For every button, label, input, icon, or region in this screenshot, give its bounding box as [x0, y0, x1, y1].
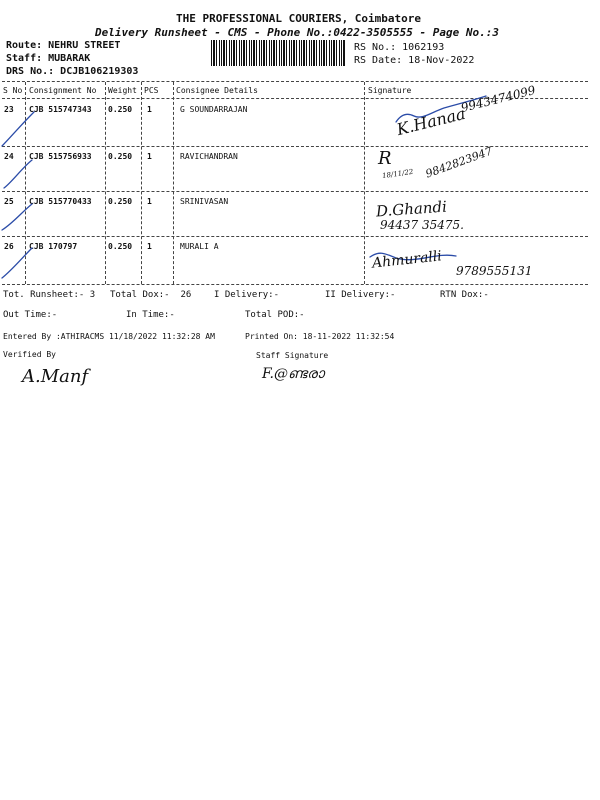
signature-name: K.Hanaa [394, 103, 468, 140]
printed-on: Printed On: 18-11-2022 11:32:54 [245, 332, 395, 341]
out-time: Out Time:- [3, 310, 58, 320]
in-time: In Time:- [126, 310, 175, 320]
row-consignment: CJB 515756933 [29, 152, 92, 161]
staff-signature: F.@ണ്ടരാ [262, 366, 325, 382]
verified-by-label: Verified By [3, 350, 56, 359]
column-divider [105, 82, 106, 284]
row-weight: 0.250 [108, 242, 133, 251]
signature-phone: 9789555131 [456, 264, 533, 278]
drs-number: DRS No.: DCJB106219303 [6, 66, 139, 77]
rs-number: RS No.: 1062193 [354, 42, 445, 53]
row-sno: 26 [4, 242, 14, 251]
signature-phone: 94437 35475. [380, 218, 464, 232]
table-bottom-rule [2, 284, 588, 285]
signature-name: R [378, 148, 392, 169]
row-pcs: 1 [147, 197, 152, 206]
checkmark-icon [4, 160, 32, 188]
checkmark-icon [2, 204, 32, 230]
signature-phone: 9943474099 [459, 82, 537, 116]
total-runsheet: Tot. Runsheet:- 3 [3, 290, 96, 300]
row-consignee: MURALI A [180, 242, 219, 251]
row-sno: 24 [4, 152, 14, 161]
rs-date: RS Date: 18-Nov-2022 [354, 55, 475, 66]
checkmark-icon [2, 248, 32, 278]
row-sno: 23 [4, 105, 14, 114]
col-header-sno: S No [3, 86, 23, 95]
total-dox: Total Dox:- 26 [110, 290, 192, 300]
tick-marks [0, 100, 40, 300]
col-header-signature: Signature [368, 86, 412, 95]
entered-by: Entered By :ATHIRACMS 11/18/2022 11:32:28 AM [3, 332, 215, 341]
row-pcs: 1 [147, 152, 152, 161]
row-weight: 0.250 [108, 197, 133, 206]
row-consignment: CJB 515770433 [29, 197, 92, 206]
checkmark-icon [2, 112, 34, 146]
total-pod: Total POD:- [245, 310, 305, 320]
company-title: THE PROFESSIONAL COURIERS, Coimbatore [176, 12, 422, 25]
row-consignment: CJB 515747343 [29, 105, 92, 114]
staff-signature-label: Staff Signature [256, 351, 329, 360]
signature-name: D.Ghandi [375, 197, 448, 221]
first-delivery: I Delivery:- [214, 290, 280, 300]
row-weight: 0.250 [108, 105, 133, 114]
runsheet-subtitle: Delivery Runsheet - CMS - Phone No.:0422-3505555 - Page No.:3 [95, 26, 499, 39]
signature-name: Ahmuralli [371, 248, 443, 272]
row-sno: 25 [4, 197, 14, 206]
verifier-signature: A.Manf [22, 366, 89, 387]
second-delivery: II Delivery:- [325, 290, 396, 300]
staff-label: Staff: MUBARAK [6, 53, 91, 64]
row-weight: 0.250 [108, 152, 133, 161]
route-label: Route: NEHRU STREET [6, 40, 121, 51]
row-pcs: 1 [147, 105, 152, 114]
col-header-consignee: Consignee Details [176, 86, 258, 95]
column-divider [141, 82, 142, 284]
signature-date: 18/11/22 [381, 167, 414, 181]
rtn-dox: RTN Dox:- [440, 290, 489, 300]
column-divider [173, 82, 174, 284]
col-header-consignment: Consignment No [29, 86, 97, 95]
row-consignee: RAVICHANDRAN [180, 152, 238, 161]
row-consignment: CJB 170797 [29, 242, 78, 251]
row-consignee: G SOUNDARRAJAN [180, 105, 248, 114]
column-divider [364, 82, 365, 284]
signature-phone: 9842823947 [423, 144, 495, 181]
row-pcs: 1 [147, 242, 152, 251]
row-consignee: SRINIVASAN [180, 197, 229, 206]
barcode-image [211, 40, 346, 66]
col-header-pcs: PCS [144, 86, 159, 95]
col-header-weight: Weight [108, 86, 137, 95]
